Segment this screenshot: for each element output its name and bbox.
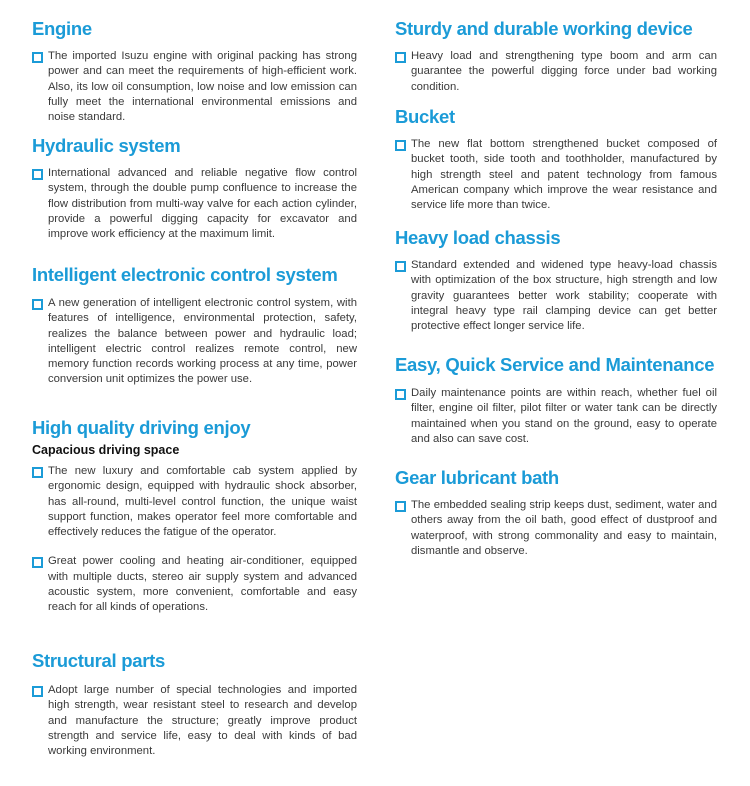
square-bullet-icon: [32, 169, 43, 180]
list-item: [32, 49, 357, 125]
item-text: The new flat bottom strengthened bucket composed of bucket tooth, side tooth and toothholder, manufactured by high strength steel and patent technology from famous American company which improve the wear resistance and service life more than twice.: [411, 138, 717, 212]
section-heading-bucket: Bucket: [395, 106, 455, 127]
item-text: The embedded sealing strip keeps dust, sediment, water and others away from the oil bath, good effect of dustproof and waterproof, with strong commonality and easy to maintain, dismantle and observe.: [411, 499, 717, 557]
item-text: Adopt large number of special technologies and imported high strength, wear resistant steel to research and develop and manufacture the structure; greatly improve product strength and service life, easy to deal with kinds of bad working environment.: [48, 684, 357, 758]
chassis-section: [395, 226, 717, 334]
item-text: Heavy load and strengthening type boom and arm can guarantee the powerful digging force under bad working condition.: [411, 50, 717, 93]
section-heading-chassis: Heavy load chassis: [395, 227, 561, 248]
section-heading-driving: High quality driving enjoy: [32, 417, 251, 438]
bucket-section: [395, 105, 717, 213]
list-item: [395, 49, 717, 95]
section-heading-hydraulic: Hydraulic system: [32, 135, 181, 156]
structural-section: [32, 649, 357, 759]
list-item: [32, 683, 357, 759]
list-item: [32, 296, 357, 388]
item-text: Daily maintenance points are within reach, whether fuel oil filter, engine oil filter, pilot filter or water tank can be directly maintained when you stand on the ground, easy to operate and also can save cost.: [411, 387, 717, 445]
item-text: A new generation of intelligent electronic control system, with features of intelligence, environmental protection, safety, realizes the balance between power and hydraulic load; intelligent electric control realizes remote control, new memory function records working process at any time, power conversion unit optimizes the power use.: [48, 297, 357, 386]
square-bullet-icon: [395, 501, 406, 512]
square-bullet-icon: [395, 52, 406, 63]
square-bullet-icon: [32, 557, 43, 568]
working-device-section: [395, 17, 717, 95]
square-bullet-icon: [395, 261, 406, 272]
section-heading-structural: Structural parts: [32, 650, 165, 671]
square-bullet-icon: [32, 467, 43, 478]
electronic-section: [32, 263, 357, 388]
section-heading-gear-bath: Gear lubricant bath: [395, 467, 559, 488]
square-bullet-icon: [395, 389, 406, 400]
item-text: The new luxury and comfortable cab system applied by ergonomic design, equipped with hydraulic shock absorber, has all-round, multi-level control function, the unique waist support function, makes operator feel more comfortable and effectively reduces the fatigue of the operator.: [48, 465, 357, 539]
section-heading-working-device: Sturdy and durable working device: [395, 18, 693, 39]
gear-bath-section: [395, 466, 717, 559]
list-item: [395, 386, 717, 447]
item-text: The imported Isuzu engine with original packing has strong power and can meet the requirements of high-efficient work. Also, its low oil consumption, low noise and low emission can fully meet the international environmental emissions and noise standard.: [48, 50, 357, 124]
section-heading-engine: Engine: [32, 18, 92, 39]
square-bullet-icon: [395, 140, 406, 151]
list-item: [395, 258, 717, 334]
section-heading-electronic: Intelligent electronic control system: [32, 264, 338, 285]
item-text: Great power cooling and heating air-conditioner, equipped with multiple ducts, stereo air supply system and advanced acoustic system, more convenient, comfortable and easy reach for all kinds of operations.: [48, 555, 357, 614]
list-item: [395, 498, 717, 559]
list-item: [395, 137, 717, 213]
hydraulic-section: [32, 134, 357, 242]
item-text: International advanced and reliable negative flow control system, through the double pump confluence to increase the flow distribution from multi-way valve for each action cylinder, provide a powerful digging capacity for excavator and improve work efficiency at the maximum limit.: [48, 167, 357, 241]
item-text: Standard extended and widened type heavy-load chassis with optimization of the box structure, high strength and low gravity guarantees better work stability; cooperate with integral heavy type rail clamping device can get better protective effect longer service life.: [411, 259, 717, 333]
list-item: [32, 464, 357, 540]
driving-section: [32, 416, 357, 616]
square-bullet-icon: [32, 299, 43, 310]
engine-section: [32, 17, 357, 125]
subheading-driving-space: Capacious driving space: [32, 443, 180, 457]
square-bullet-icon: [32, 686, 43, 697]
maintenance-section: [395, 353, 717, 447]
square-bullet-icon: [32, 52, 43, 63]
list-item: [32, 554, 357, 615]
list-item: [32, 166, 357, 242]
section-heading-maintenance: Easy, Quick Service and Maintenance: [395, 354, 715, 375]
